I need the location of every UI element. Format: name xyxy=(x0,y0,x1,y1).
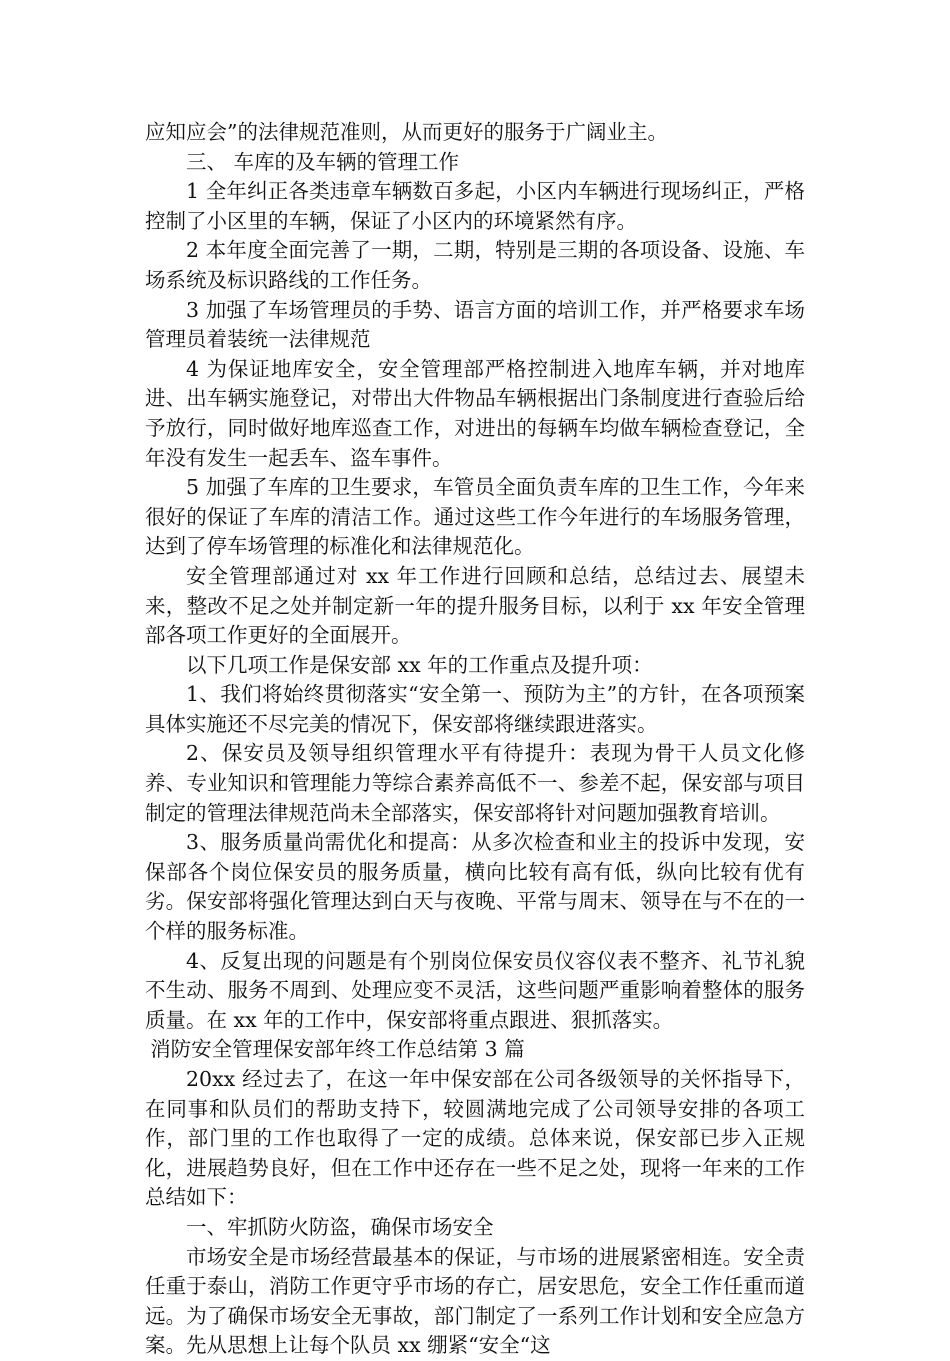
paragraph: 5 加强了车库的卫生要求，车管员全面负责车库的卫生工作，今年来很好的保证了车库的清洁工作。通过这些工作今年进行的车场服务管理，达到了停车场管理的标准化和法律规范化。 xyxy=(145,475,805,559)
paragraph: 市场安全是市场经营最基本的保证，与市场的进展紧密相连。安全责任重于泰山，消防工作更守乎市场的存亡，居安思危，安全工作任重而道远。为了确保市场安全无事故，部门制定了一系列工作计划和安全应急方案。先从思想上让每个队员 xx 绷紧“安全“这 xyxy=(145,1244,805,1358)
paragraph: 1 全年纠正各类违章车辆数百多起，小区内车辆进行现场纠正，严格控制了小区里的车辆，保证了小区内的环境紧然有序。 xyxy=(145,179,805,233)
paragraph: 20xx 经过去了，在这一年中保安部在公司各级领导的关怀指导下，在同事和队员们的帮助支持下，较圆满地完成了公司领导安排的各项工作，部门里的工作也取得了一定的成绩。总体来说，保安部已步入正规化，进展趋势良好，但在工作中还存在一些不足之处，现将一年来的工作总结如下： xyxy=(145,1067,805,1210)
article-title: 消防安全管理保安部年终工作总结第 3 篇 xyxy=(150,1037,525,1062)
paragraph: 4、反复出现的问题是有个别岗位保安员仪容仪表不整齐、礼节礼貌不生动、服务不周到、处理应变不灵活，这些问题严重影响着整体的服务质量。在 xx 年的工作中，保安部将重点跟进、狠抓落实。 xyxy=(145,948,805,1032)
paragraph: 安全管理部通过对 xx 年工作进行回顾和总结，总结过去、展望未来，整改不足之处并制定新一年的提升服务目标，以利于 xx 年安全管理部各项工作更好的全面展开。 xyxy=(145,563,805,648)
paragraph: 1、我们将始终贯彻落实“安全第一、预防为主”的方针，在各项预案具体实施还不尽完美的情况下，保安部将继续跟进落实。 xyxy=(145,682,805,736)
paragraph: 2、保安员及领导组织管理水平有待提升：表现为骨干人员文化修养、专业知识和管理能力等综合素养高低不一、参差不起，保安部与项目制定的管理法律规范尚未全部落实，保安部将针对问题加强教育培训。 xyxy=(145,741,805,825)
paragraph: 以下几项工作是保安部 xx 年的工作重点及提升项： xyxy=(186,652,653,677)
paragraph: 2 本年度全面完善了一期，二期，特别是三期的各项设备、设施、车场系统及标识路线的工作任务。 xyxy=(145,238,805,292)
paragraph: 应知应会”的法律规范准则，从而更好的服务于广阔业主。 xyxy=(145,120,668,144)
paragraph: 4 为保证地库安全，安全管理部严格控制进入地库车辆，并对地库进、出车辆实施登记，对带出大件物品车辆根据出门条制度进行查验后给予放行，同时做好地库巡查工作，对进出的每辆车均做车辆检查登记，全年没有发生一起丢车、盗车事件。 xyxy=(145,356,805,470)
document-body xyxy=(145,118,805,1361)
paragraph: 3、服务质量尚需优化和提高：从多次检查和业主的投诉中发现，安保部各个岗位保安员的服务质量，横向比较有高有低，纵向比较有优有劣。保安部将强化管理达到白天与夜晚、平常与周末、领导在与不在的一个样的服务标准。 xyxy=(145,830,805,944)
paragraph: 3 加强了车场管理员的手势、语言方面的培训工作，并严格要求车场管理员着装统一法律规范 xyxy=(145,297,805,352)
section-heading: 一、牢抓防火防盗，确保市场安全 xyxy=(186,1214,494,1239)
section-heading: 三、 车库的及车辆的管理工作 xyxy=(186,149,460,174)
